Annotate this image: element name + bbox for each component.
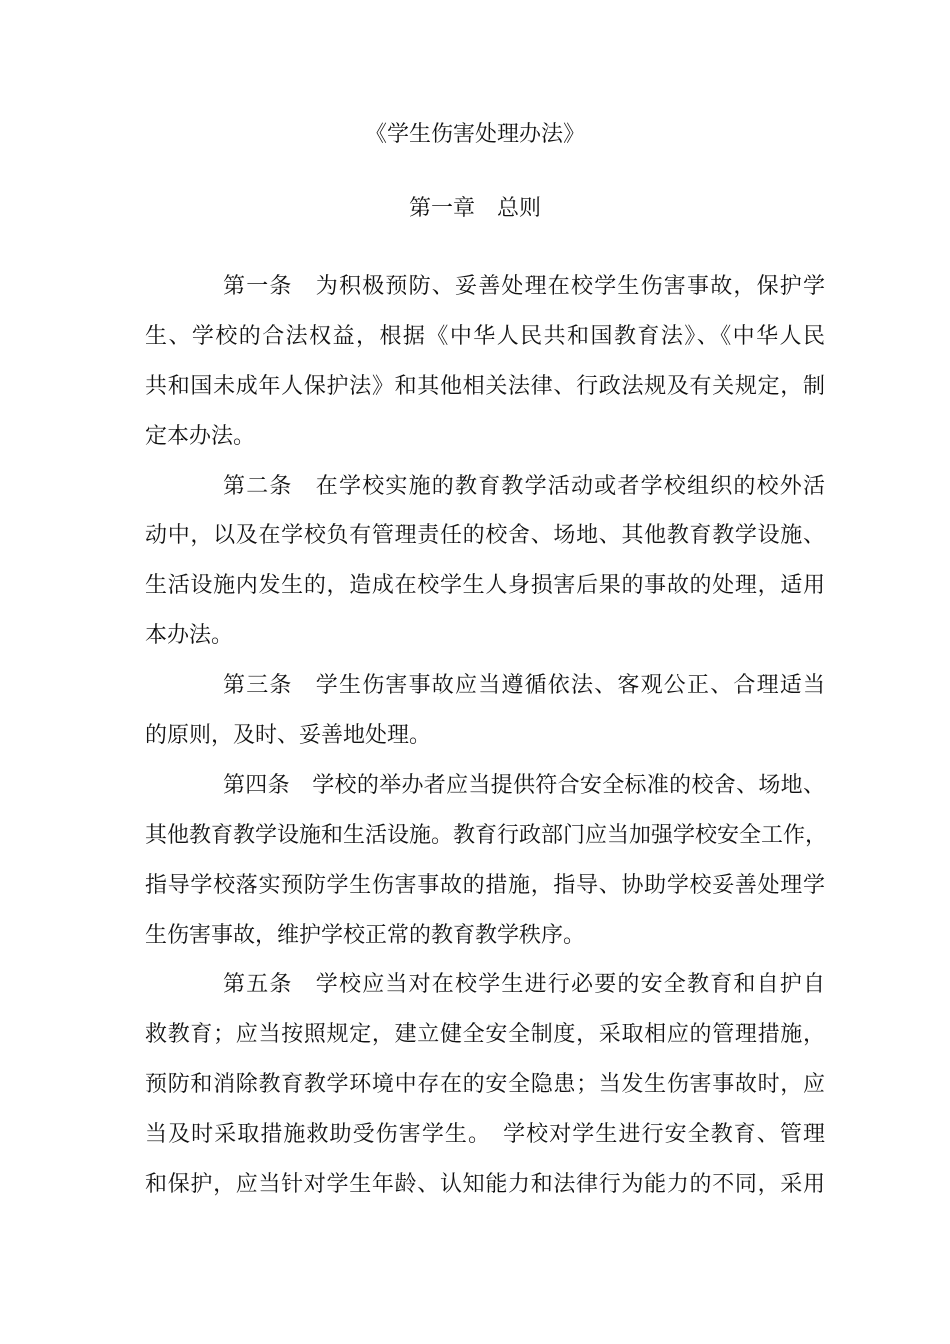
body-line: 本办法。 <box>145 623 234 649</box>
body-line: 指导学校落实预防学生伤害事故的措施，指导、协助学校妥善处理学 <box>145 872 825 898</box>
document-body <box>145 262 828 1210</box>
body-line: 共和国未成年人保护法》和其他相关法律、行政法规及有关规定，制 <box>145 373 825 399</box>
body-line: 第一条 为积极预防、妥善处理在校学生伤害事故，保护学 <box>223 274 825 299</box>
body-line: 第四条 学校的举办者应当提供符合安全标准的校舍、场地、 <box>223 772 825 798</box>
body-line: 第三条 学生伤害事故应当遵循依法、客观公正、合理适当 <box>223 673 825 699</box>
body-line: 其他教育教学设施和生活设施。教育行政部门应当加强学校安全工作， <box>145 822 828 848</box>
body-line: 和保护，应当针对学生年龄、认知能力和法律行为能力的不同，采用 <box>145 1172 825 1198</box>
body-line: 救教育；应当按照规定，建立健全安全制度，采取相应的管理措施， <box>145 1022 825 1048</box>
body-line: 生、学校的合法权益，根据《中华人民共和国教育法》、《中华人民 <box>145 323 825 349</box>
body-line: 定本办法。 <box>145 423 256 449</box>
body-line: 当及时采取措施救助受伤害学生。 学校对学生进行安全教育、管理 <box>145 1122 825 1148</box>
body-line: 预防和消除教育教学环境中存在的安全隐患；当发生伤害事故时，应 <box>145 1072 825 1098</box>
body-line: 生活设施内发生的，造成在校学生人身损害后果的事故的处理，适用 <box>145 573 825 599</box>
body-line: 第五条 学校应当对在校学生进行必要的安全教育和自护自 <box>223 972 825 998</box>
body-line: 动中，以及在学校负有管理责任的校舍、场地、其他教育教学设施、 <box>145 523 825 549</box>
chapter-heading: 第一章 总则 <box>408 196 541 221</box>
document-title: 《学生伤害处理办法》 <box>364 122 585 147</box>
body-line: 的原则，及时、妥善地处理。 <box>145 723 432 749</box>
body-line: 第二条 在学校实施的教育教学活动或者学校组织的校外活 <box>223 473 825 499</box>
body-line: 生伤害事故，维护学校正常的教育教学秩序。 <box>145 922 586 948</box>
